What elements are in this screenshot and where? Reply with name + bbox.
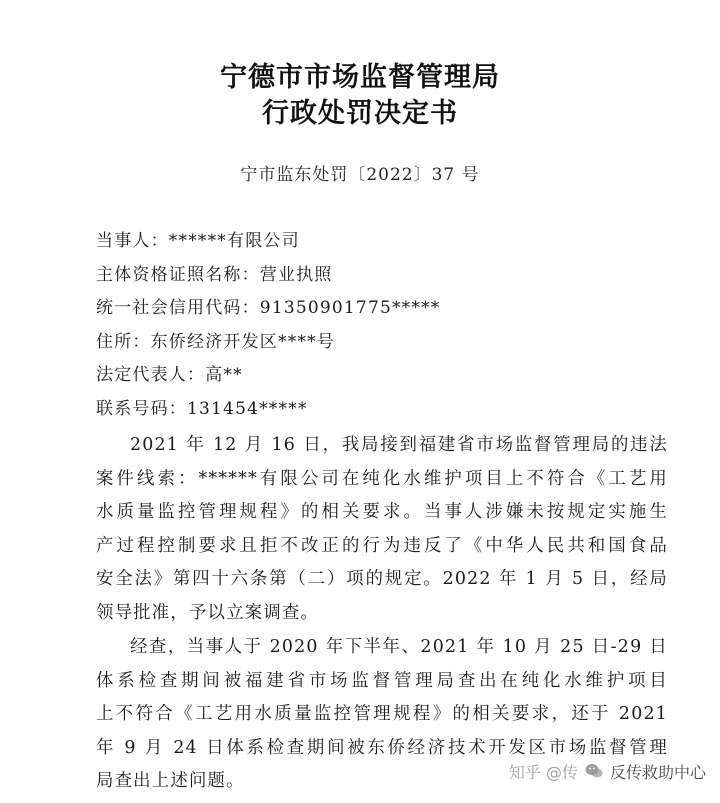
paragraph-line: 产过程控制要求且拒不改正的行为违反了《中华人民共和国食品 bbox=[96, 535, 668, 556]
paragraph-line: 2021 年 12 月 16 日，我局接到福建省市场监督管理局的违法 bbox=[130, 435, 668, 455]
paragraph-line: 年 9 月 24 日体系检查期间被东侨经济技术开发区市场监督管理 bbox=[96, 737, 668, 758]
field-license-name: 主体资格证照名称：营业执照 bbox=[96, 264, 333, 285]
field-legal-rep: 法定代表人：高** bbox=[96, 365, 243, 385]
watermark-account-text: 反传救助中心 bbox=[609, 762, 706, 782]
watermark bbox=[509, 757, 706, 785]
paragraph-line: 局查出上述问题。 bbox=[96, 771, 245, 792]
field-credit-code: 统一社会信用代码：91350901775***** bbox=[96, 298, 441, 318]
field-address: 住所：东侨经济开发区****号 bbox=[96, 331, 335, 352]
paragraph-line: 水质量监控管理规程》的相关要求。当事人涉嫌未按规定实施生 bbox=[96, 502, 668, 523]
document-number: 宁市监东处罚〔2022〕37 号 bbox=[240, 165, 480, 185]
paragraph-line: 安全法》第四十六条第（二）项的规定。2022 年 1 月 5 日，经局 bbox=[96, 569, 668, 590]
paragraph-line: 经查，当事人于 2020 年下半年、2021 年 10 月 25 日-29 日 bbox=[130, 637, 668, 657]
document-title-line2: 行政处罚决定书 bbox=[262, 98, 458, 129]
field-phone: 联系号码：131454***** bbox=[96, 398, 308, 419]
wechat-icon bbox=[584, 761, 604, 781]
paragraph-case-origin bbox=[96, 429, 668, 631]
party-info-list bbox=[96, 229, 696, 430]
paragraph-line: 体系检查期间被福建省市场监督管理局查出在纯化水维护项目 bbox=[96, 670, 668, 691]
paragraph-line: 案件线索：******有限公司在纯化水维护项目上不符合《工艺用 bbox=[96, 468, 668, 489]
field-party: 当事人：******有限公司 bbox=[96, 231, 300, 251]
paragraph-line: 领导批准，予以立案调查。 bbox=[96, 602, 320, 623]
document-title-line1: 宁德市市场监督管理局 bbox=[220, 62, 500, 93]
watermark-zhihu-text: 知乎 @传 bbox=[508, 762, 578, 782]
paragraph-line: 上不符合《工艺用水质量监控管理规程》的相关要求，还于 2021 bbox=[96, 704, 668, 725]
